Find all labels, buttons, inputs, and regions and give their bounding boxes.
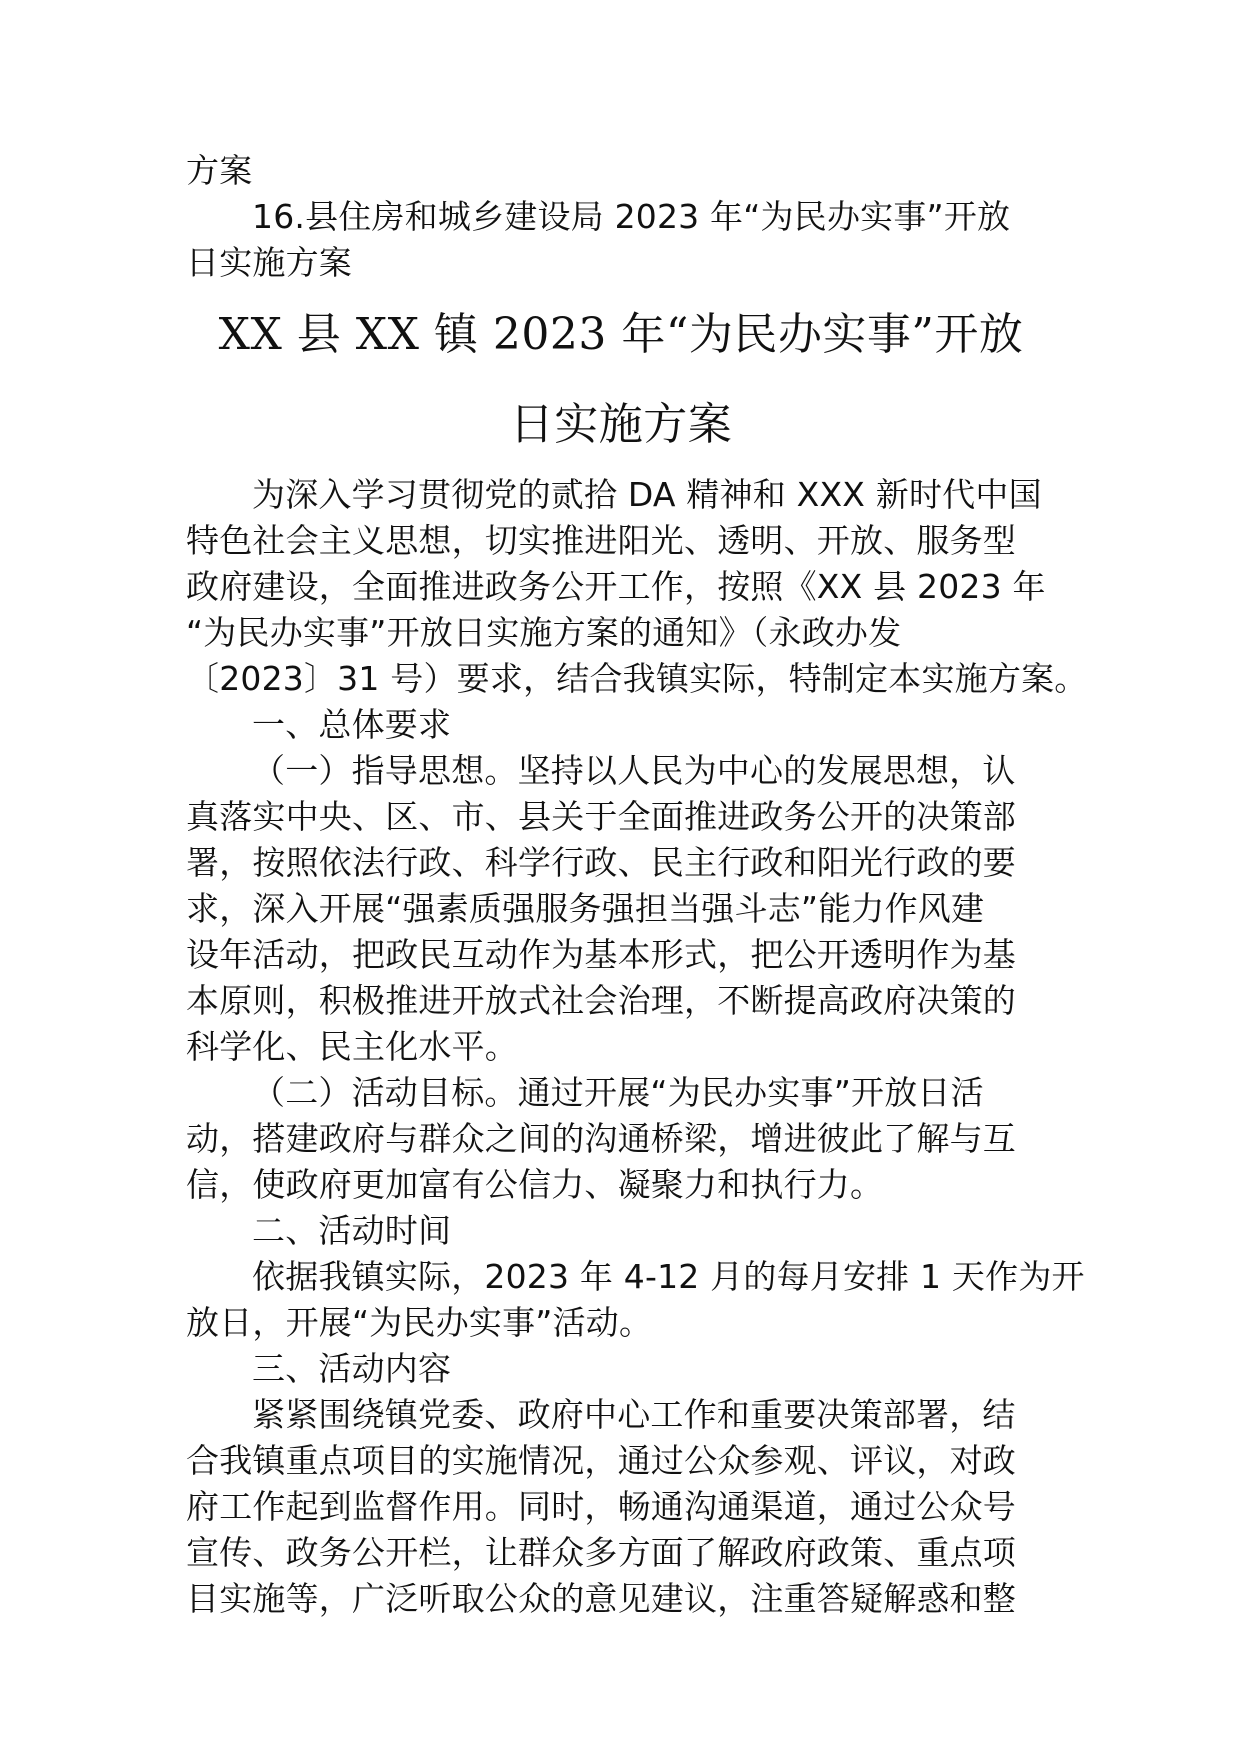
paragraph-line: 信，使政府更加富有公信力、凝聚力和执行力。	[186, 1165, 884, 1204]
paragraph-line: 设年活动，把政民互动作为基本形式，把公开透明作为基	[186, 935, 1016, 974]
paragraph-line: 合我镇重点项目的实施情况，通过公众参观、评议，对政	[186, 1441, 1016, 1480]
paragraph-line: 真落实中央、区、市、县关于全面推进政务公开的决策部	[186, 797, 1016, 836]
paragraph-line: 宣传、政务公开栏，让群众多方面了解政府政策、重点项	[186, 1533, 1016, 1572]
list-tail-text: 方案	[186, 151, 253, 190]
paragraph-line: 紧紧围绕镇党委、政府中心工作和重要决策部署，结	[252, 1395, 1016, 1434]
section-heading: 一、总体要求	[252, 705, 452, 744]
section-heading: 二、活动时间	[252, 1211, 452, 1250]
paragraph-line: 本原则，积极推进开放式社会治理，不断提高政府决策的	[186, 981, 1016, 1020]
document-title	[186, 290, 1056, 470]
paragraph-line: （一）指导思想。坚持以人民为中心的发展思想，认	[252, 751, 1016, 790]
intro-paragraph	[186, 472, 1088, 702]
activity-goal-paragraph	[186, 1070, 1056, 1208]
paragraph-line: 依据我镇实际，2023 年 4-12 月的每月安排 1 天作为开	[252, 1257, 1085, 1296]
title-line-2: 日实施方案	[509, 399, 733, 450]
section-activity-time	[186, 1208, 1085, 1346]
paragraph-line: 放日，开展“为民办实事”活动。	[186, 1303, 653, 1342]
paragraph-line: 科学化、民主化水平。	[186, 1027, 518, 1066]
previous-list-continuation	[186, 148, 1056, 286]
activity-content-paragraph	[186, 1392, 1056, 1622]
paragraph-line: 政府建设，全面推进政务公开工作，按照《XX 县 2023 年	[186, 567, 1046, 606]
paragraph-line: 目实施等，广泛听取公众的意见建议，注重答疑解惑和整	[186, 1579, 1016, 1618]
paragraph-line: 府工作起到监督作用。同时，畅通沟通渠道，通过公众号	[186, 1487, 1016, 1526]
title-line-1: XX 县 XX 镇 2023 年“为民办实事”开放	[218, 309, 1024, 360]
list-item-16-line-1: 16.县住房和城乡建设局 2023 年“为民办实事”开放	[252, 197, 1011, 236]
list-item-16-line-2: 日实施方案	[186, 243, 352, 282]
paragraph-line: （二）活动目标。通过开展“为民办实事”开放日活	[252, 1073, 984, 1112]
paragraph-line: 求，深入开展“强素质强服务强担当强斗志”能力作风建	[186, 889, 985, 928]
section-activity-content	[186, 1346, 1056, 1622]
document-page	[186, 148, 1088, 1622]
paragraph-line: “为民办实事”开放日实施方案的通知》（永政办发	[186, 613, 902, 652]
section-heading: 三、活动内容	[252, 1349, 452, 1388]
paragraph-line: 〔2023〕31 号）要求，结合我镇实际，特制定本实施方案。	[186, 659, 1088, 698]
section-general-requirements	[186, 702, 1056, 1208]
paragraph-line: 署，按照依法行政、科学行政、民主行政和阳光行政的要	[186, 843, 1016, 882]
paragraph-line: 特色社会主义思想，切实推进阳光、透明、开放、服务型	[186, 521, 1016, 560]
paragraph-line: 动，搭建政府与群众之间的沟通桥梁，增进彼此了解与互	[186, 1119, 1016, 1158]
activity-time-paragraph	[186, 1254, 1085, 1346]
guiding-thought-paragraph	[186, 748, 1056, 1070]
paragraph-line: 为深入学习贯彻党的贰拾 DA 精神和 XXX 新时代中国	[252, 475, 1042, 514]
